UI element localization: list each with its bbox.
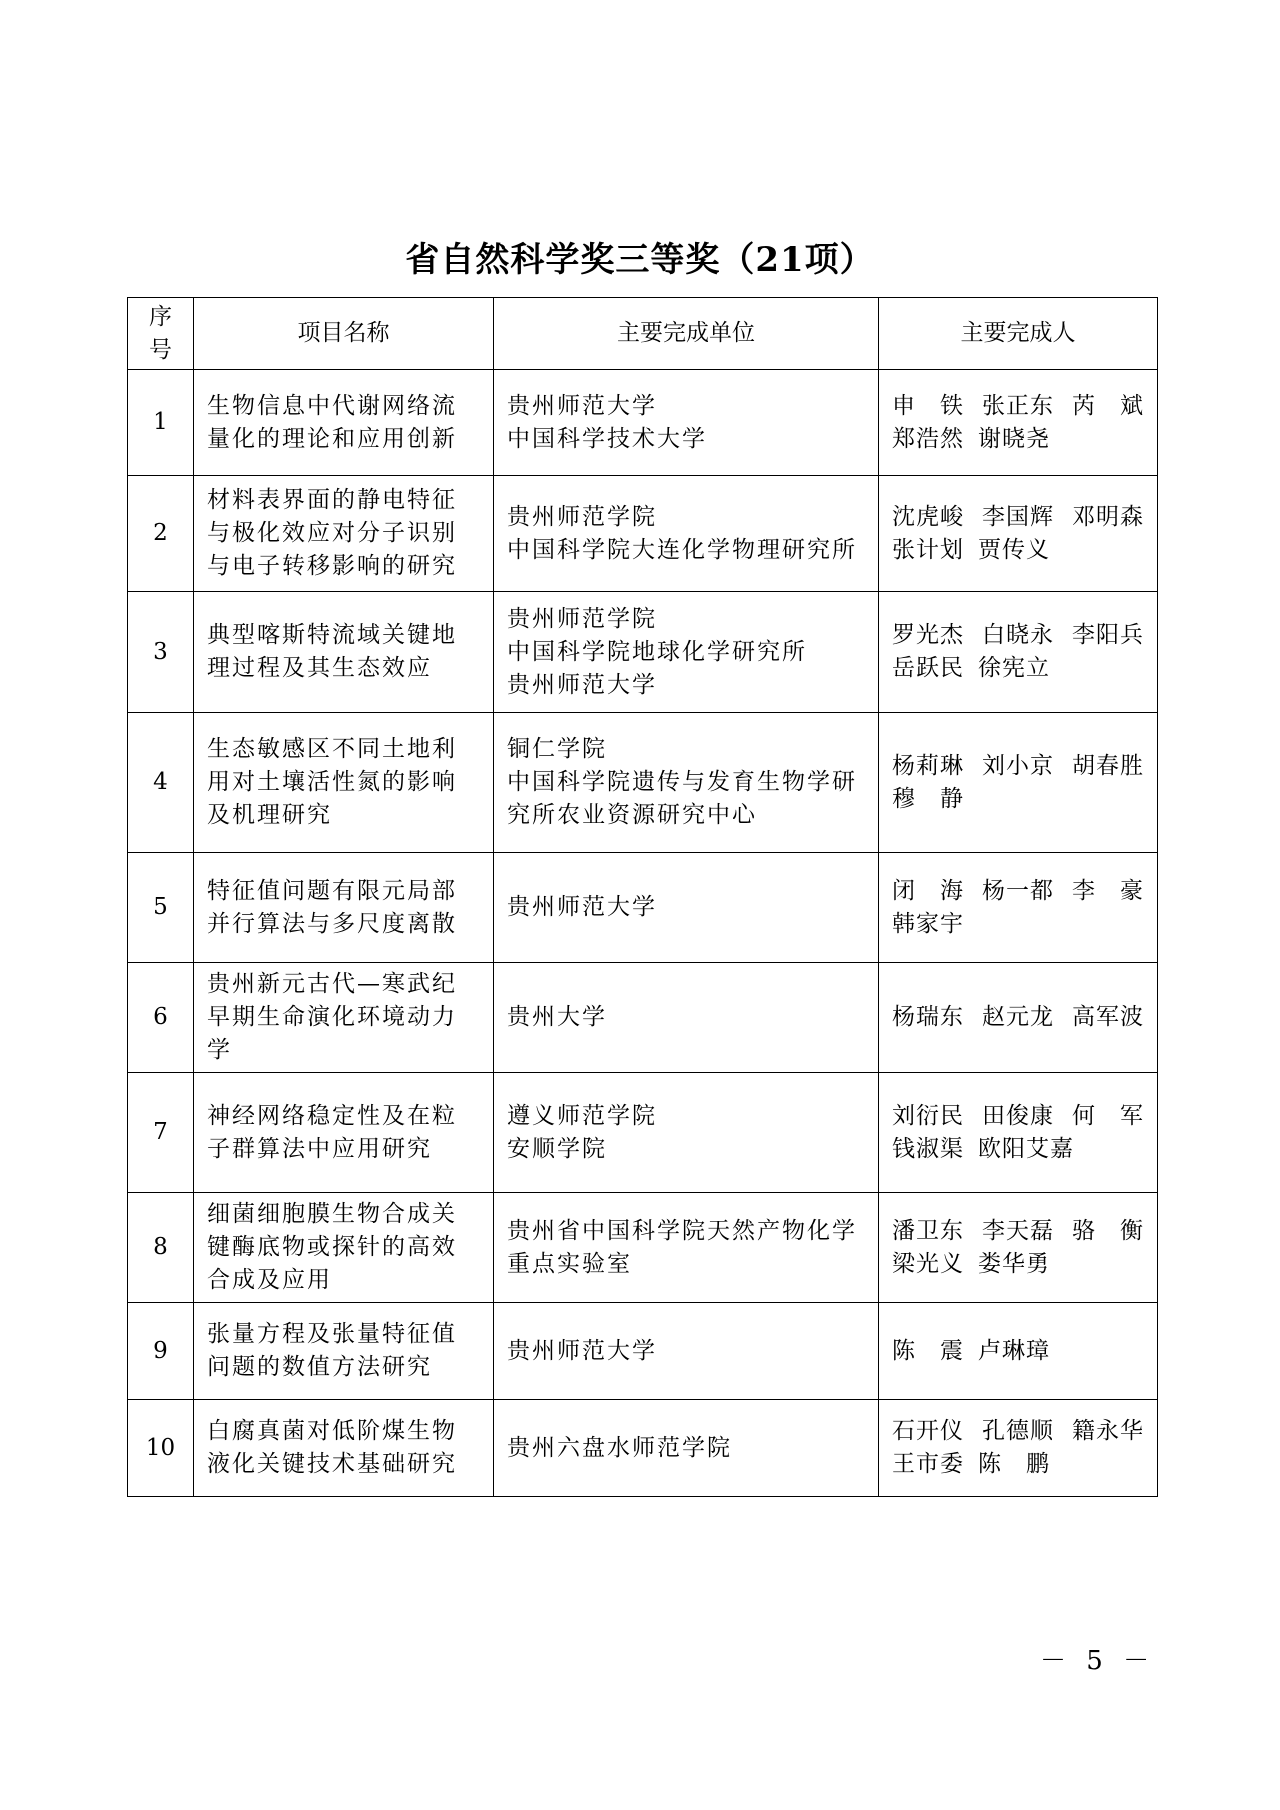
- row-seq: 8: [128, 1193, 194, 1303]
- person-name: 芮 斌: [1072, 392, 1144, 419]
- unit-line: 重点实验室: [507, 1250, 632, 1277]
- project-name-line: 理过程及其生态效应: [207, 655, 432, 681]
- project-name-cell: [194, 370, 494, 476]
- project-name-cell: [194, 853, 494, 963]
- header-row: [128, 298, 1158, 370]
- project-name-cell: [194, 1400, 494, 1497]
- header-project-name: 项目名称: [194, 298, 494, 370]
- person-name: 穆 静: [892, 785, 964, 812]
- people-cell: [879, 1303, 1158, 1400]
- person-name: 王市委: [892, 1451, 964, 1477]
- person-name: 邓明森: [1072, 503, 1144, 530]
- unit-line: 贵州师范大学: [507, 1337, 657, 1364]
- project-name-line: 量化的理论和应用创新: [207, 425, 457, 452]
- units-cell: [494, 963, 879, 1073]
- unit-line: 贵州师范大学: [507, 894, 657, 920]
- header-people: 主要完成人: [879, 298, 1158, 370]
- row-seq: 2: [128, 476, 194, 592]
- units-cell: [494, 476, 879, 592]
- person-name: 杨一都: [982, 877, 1054, 904]
- project-name-line: 特征值问题有限元局部: [207, 877, 457, 904]
- project-name-line: 合成及应用: [207, 1267, 332, 1293]
- row-seq: 5: [128, 853, 194, 963]
- person-name: 申 铁: [892, 392, 964, 419]
- people-cell: [879, 1073, 1158, 1193]
- unit-line: 贵州师范学院: [507, 605, 657, 632]
- unit-line: 究所农业资源研究中心: [507, 802, 757, 828]
- header-units: 主要完成单位: [494, 298, 879, 370]
- table-row: [128, 1193, 1158, 1303]
- row-seq: 4: [128, 713, 194, 853]
- person-name: 杨莉琳: [892, 752, 964, 779]
- project-name-line: 贵州新元古代—寒武纪: [207, 971, 457, 997]
- table-row: [128, 370, 1158, 476]
- people-cell: [879, 370, 1158, 476]
- person-name: 刘衍民: [892, 1102, 964, 1129]
- row-seq: 1: [128, 370, 194, 476]
- project-name-line: 键酶底物或探针的高效: [207, 1234, 457, 1260]
- project-name-line: 神经网络稳定性及在粒: [207, 1102, 457, 1129]
- unit-line: 贵州省中国科学院天然产物化学: [507, 1217, 857, 1244]
- person-name: 徐宪立: [978, 655, 1050, 681]
- unit-line: 中国科学院遗传与发育生物学研: [507, 769, 857, 795]
- person-name: 贾传义: [978, 536, 1050, 563]
- person-name: 石开仪: [892, 1418, 964, 1444]
- units-cell: [494, 853, 879, 963]
- person-name: 梁光义: [892, 1250, 964, 1277]
- project-name-cell: [194, 1073, 494, 1193]
- person-name: 娄华勇: [978, 1250, 1050, 1277]
- project-name-line: 与电子转移影响的研究: [207, 553, 457, 579]
- unit-line: 贵州师范大学: [507, 671, 657, 698]
- project-name-line: 材料表界面的静电特征: [207, 487, 457, 513]
- award-table: [127, 297, 1158, 1497]
- person-name: 闭 海: [892, 877, 964, 904]
- units-cell: [494, 713, 879, 853]
- row-seq: 7: [128, 1073, 194, 1193]
- people-cell: [879, 1400, 1158, 1497]
- unit-line: 中国科学院地球化学研究所: [507, 638, 807, 665]
- person-name: 钱淑渠: [892, 1135, 964, 1162]
- project-name-cell: [194, 476, 494, 592]
- units-cell: [494, 1303, 879, 1400]
- person-name: 杨瑞东: [892, 1004, 964, 1030]
- project-name-line: 细菌细胞膜生物合成关: [207, 1201, 457, 1227]
- page-number: － 5 －: [1040, 1646, 1156, 1676]
- person-name: 刘小京: [982, 752, 1054, 779]
- person-name: 孔德顺: [982, 1418, 1054, 1444]
- units-cell: [494, 1073, 879, 1193]
- project-name-cell: [194, 713, 494, 853]
- project-name-line: 张量方程及张量特征值: [207, 1321, 457, 1347]
- unit-line: 贵州师范学院: [507, 503, 657, 530]
- unit-line: 遵义师范学院: [507, 1102, 657, 1129]
- table-row: [128, 713, 1158, 853]
- person-name: 籍永华: [1072, 1418, 1144, 1444]
- row-seq: 6: [128, 963, 194, 1073]
- table-row: [128, 853, 1158, 963]
- people-cell: [879, 853, 1158, 963]
- person-name: 谢晓尧: [978, 425, 1050, 452]
- unit-line: 中国科学技术大学: [507, 425, 707, 452]
- person-name: 韩家宇: [892, 910, 964, 937]
- person-name: 何 军: [1072, 1102, 1144, 1129]
- unit-line: 贵州师范大学: [507, 392, 657, 419]
- project-name-line: 学: [207, 1037, 232, 1063]
- person-name: 岳跃民: [892, 655, 964, 681]
- project-name-line: 及机理研究: [207, 802, 332, 828]
- person-name: 沈虎峻: [892, 503, 964, 530]
- project-name-line: 与极化效应对分子识别: [207, 520, 457, 546]
- project-name-line: 并行算法与多尺度离散: [207, 910, 457, 937]
- project-name-cell: [194, 1303, 494, 1400]
- person-name: 赵元龙: [982, 1004, 1054, 1030]
- unit-line: 铜仁学院: [507, 736, 607, 762]
- unit-line: 安顺学院: [507, 1135, 607, 1162]
- page-title: 省自然科学奖三等奖（21项）: [405, 240, 875, 280]
- row-seq: 9: [128, 1303, 194, 1400]
- units-cell: [494, 370, 879, 476]
- people-cell: [879, 476, 1158, 592]
- person-name: 李阳兵: [1072, 622, 1144, 648]
- person-name: 陈 震: [892, 1337, 964, 1364]
- person-name: 卢琳璋: [978, 1337, 1050, 1364]
- person-name: 张计划: [892, 536, 964, 563]
- project-name-cell: [194, 963, 494, 1073]
- units-cell: [494, 592, 879, 713]
- person-name: 白晓永: [982, 622, 1054, 648]
- project-name-line: 典型喀斯特流域关键地: [207, 622, 457, 648]
- project-name-line: 子群算法中应用研究: [207, 1135, 432, 1162]
- project-name-cell: [194, 592, 494, 713]
- project-name-line: 早期生命演化环境动力: [207, 1004, 457, 1030]
- person-name: 高军波: [1072, 1004, 1144, 1030]
- table-row: [128, 476, 1158, 592]
- person-name: 欧阳艾嘉: [978, 1135, 1074, 1162]
- project-name-line: 生物信息中代谢网络流: [207, 392, 457, 419]
- table-row: [128, 1400, 1158, 1497]
- project-name-cell: [194, 1193, 494, 1303]
- row-seq: 3: [128, 592, 194, 713]
- person-name: 田俊康: [982, 1102, 1054, 1129]
- unit-line: 中国科学院大连化学物理研究所: [507, 536, 857, 563]
- person-name: 李 豪: [1072, 877, 1144, 904]
- project-name-line: 生态敏感区不同土地利: [207, 736, 457, 762]
- table-row: [128, 1303, 1158, 1400]
- people-cell: [879, 1193, 1158, 1303]
- people-cell: [879, 592, 1158, 713]
- people-cell: [879, 963, 1158, 1073]
- units-cell: [494, 1400, 879, 1497]
- person-name: 李国辉: [982, 503, 1054, 530]
- person-name: 潘卫东: [892, 1217, 964, 1244]
- unit-line: 贵州六盘水师范学院: [507, 1434, 732, 1461]
- unit-line: 贵州大学: [507, 1004, 607, 1030]
- units-cell: [494, 1193, 879, 1303]
- header-seq: 序 号: [128, 298, 194, 370]
- row-seq: 10: [128, 1400, 194, 1497]
- table-row: [128, 592, 1158, 713]
- person-name: 罗光杰: [892, 622, 964, 648]
- people-cell: [879, 713, 1158, 853]
- project-name-line: 白腐真菌对低阶煤生物: [207, 1418, 457, 1444]
- person-name: 张正东: [982, 392, 1054, 419]
- project-name-line: 液化关键技术基础研究: [207, 1451, 457, 1477]
- person-name: 骆 衡: [1072, 1217, 1144, 1244]
- table-row: [128, 963, 1158, 1073]
- person-name: 李天磊: [982, 1217, 1054, 1244]
- project-name-line: 问题的数值方法研究: [207, 1354, 432, 1380]
- person-name: 郑浩然: [892, 425, 964, 452]
- project-name-line: 用对土壤活性氮的影响: [207, 769, 457, 795]
- person-name: 胡春胜: [1072, 752, 1144, 779]
- table-row: [128, 1073, 1158, 1193]
- person-name: 陈 鹏: [978, 1451, 1050, 1477]
